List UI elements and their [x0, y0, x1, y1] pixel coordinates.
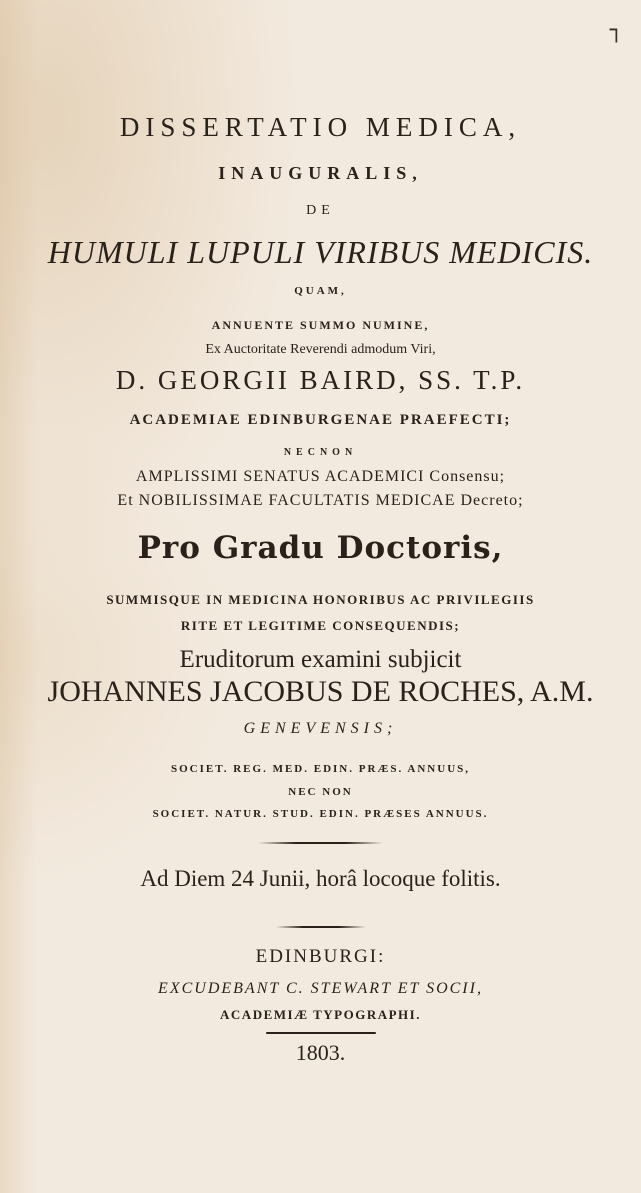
divider-rule: [258, 842, 383, 844]
text-typographi: ACADEMIÆ TYPOGRAPHI.: [220, 1007, 421, 1022]
divider-rule: [266, 1032, 376, 1034]
text-genevensis: GENEVENSIS;: [243, 720, 398, 737]
text-facultatis: Et NOBILISSIMAE FACULTATIS MEDICAE Decreto;: [117, 492, 524, 509]
text-pro-gradu-doctoris: Pro Gradu Doctoris,: [137, 530, 504, 566]
title-de: DE: [306, 203, 335, 218]
corner-mark: ┐: [609, 18, 623, 43]
text-societ-natur: SOCIET. NATUR. STUD. EDIN. PRÆSES ANNUUS.: [152, 808, 489, 820]
title-inauguralis: INAUGURALIS,: [218, 163, 423, 183]
divider-rule: [276, 926, 366, 928]
text-auctoritate: Ex Auctoritate Reverendi admodum Viri,: [205, 342, 436, 357]
text-edinburgi: EDINBURGI:: [255, 946, 386, 967]
text-necnon: NECNON: [283, 447, 358, 458]
text-quam: QUAM,: [294, 285, 347, 297]
text-year: 1803.: [295, 1040, 346, 1065]
text-nec-non: NEC NON: [288, 786, 353, 798]
text-author-name: JOHANNES JACOBUS DE ROCHES, A.M.: [47, 675, 594, 708]
text-summisque: SUMMISQUE IN MEDICINA HONORIBUS AC PRIVILEGIIS: [106, 592, 535, 607]
text-eruditorum: Eruditorum examini subjicit: [179, 646, 462, 673]
text-excudebant: EXCUDEBANT C. STEWART ET SOCII,: [158, 980, 483, 997]
text-annuente: ANNUENTE SUMMO NUMINE,: [211, 318, 430, 332]
text-societ-reg-med: SOCIET. REG. MED. EDIN. PRÆS. ANNUUS,: [170, 763, 471, 775]
text-georgii-baird: D. GEORGII BAIRD, SS. T.P.: [115, 365, 526, 395]
text-rite-et-legitime: RITE ET LEGITIME CONSEQUENDIS;: [180, 618, 461, 633]
title-subject: HUMULI LUPULI VIRIBUS MEDICIS.: [47, 234, 594, 270]
text-senatus: AMPLISSIMI SENATUS ACADEMICI Consensu;: [135, 468, 506, 485]
text-ad-diem: Ad Diem 24 Junii, horâ locoque folitis.: [140, 866, 501, 891]
title-dissertatio-medica: DISSERTATIO MEDICA,: [119, 112, 522, 142]
text-academiae: ACADEMIAE EDINBURGENAE PRAEFECTI;: [129, 412, 512, 428]
